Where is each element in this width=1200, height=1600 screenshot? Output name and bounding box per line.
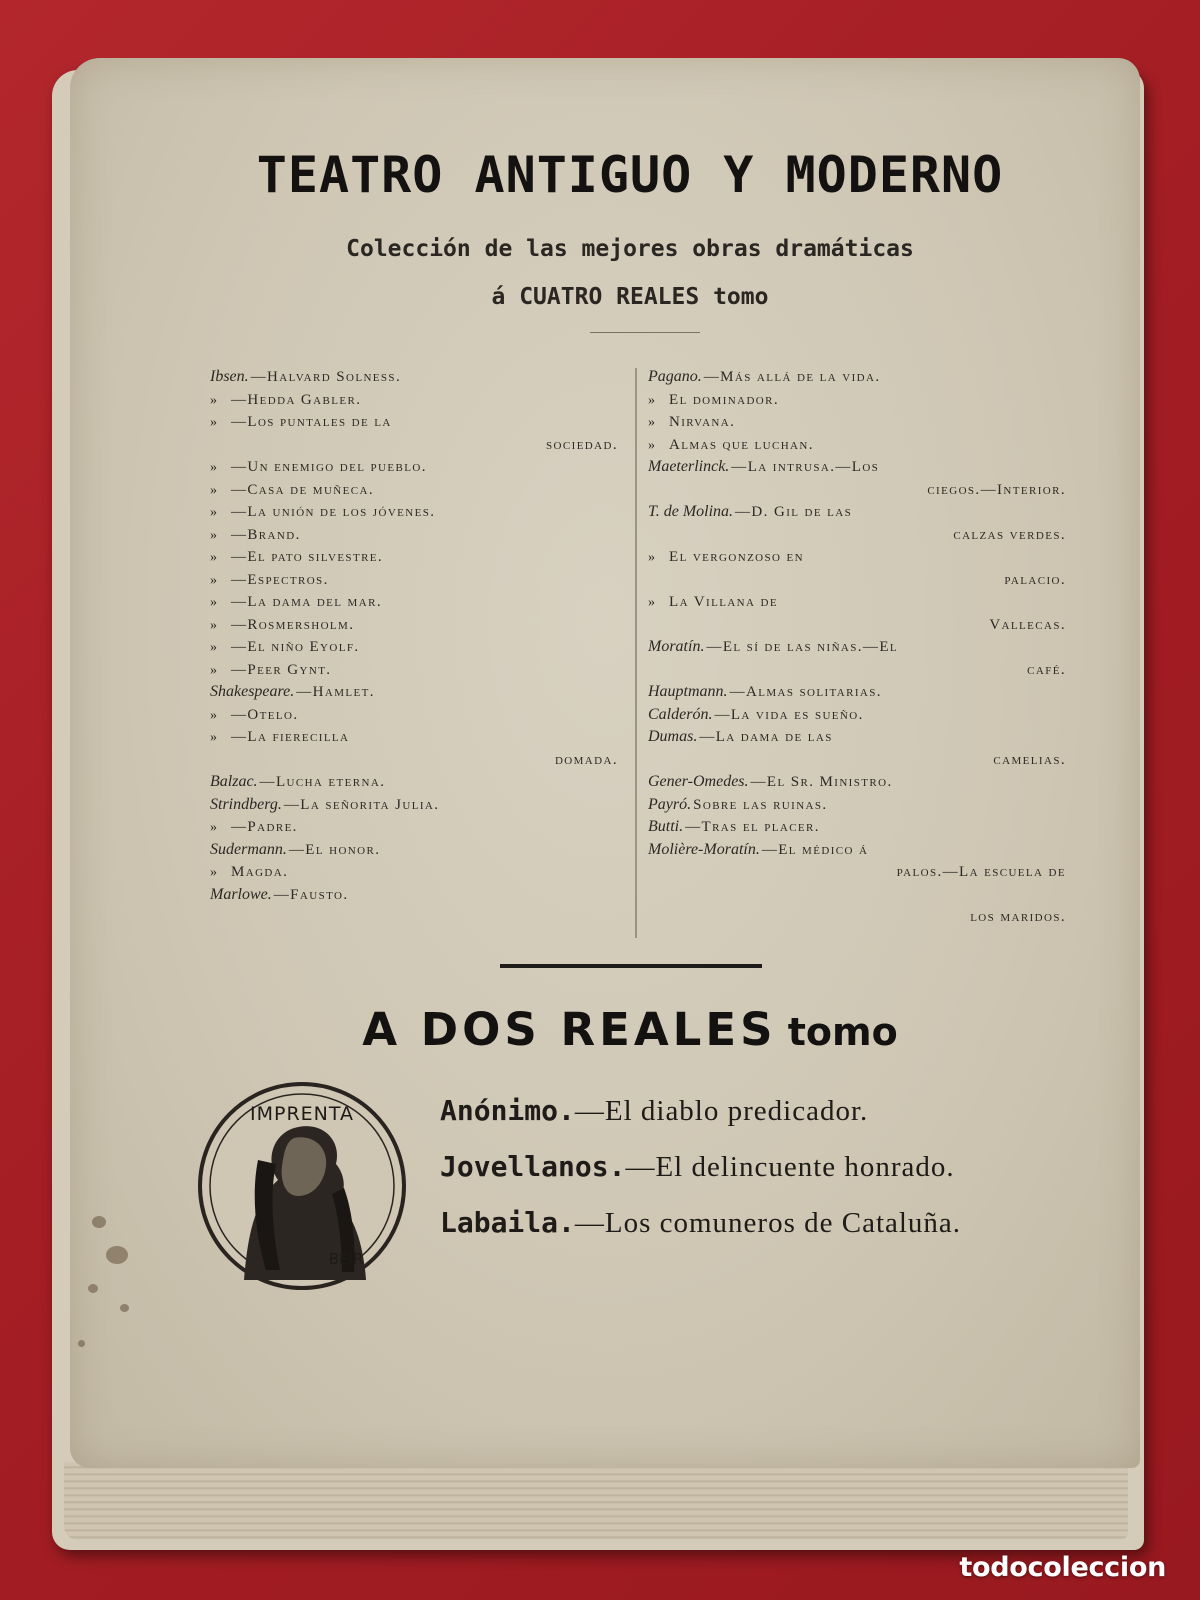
author-name: Gener-Omedes. <box>648 773 749 790</box>
work-title: —La intrusa.—Los <box>731 459 880 475</box>
stain <box>106 1246 128 1264</box>
author-name: Ibsen. <box>210 368 249 385</box>
work-title-continuation: Vallecas. <box>989 616 1066 633</box>
catalog-entry <box>210 636 630 659</box>
stain <box>88 1284 98 1293</box>
catalog-entry <box>210 861 630 884</box>
ditto-mark: » <box>210 640 217 655</box>
author-name: Pagano. <box>648 368 702 385</box>
work-title: —Lucha eterna. <box>259 774 386 790</box>
catalog-entry <box>648 636 1078 659</box>
catalog-entry <box>210 614 630 637</box>
price-line: á CUATRO REALES tomo <box>491 284 769 310</box>
catalog-entry <box>210 794 630 817</box>
catalog-entry <box>210 524 630 547</box>
ditto-mark: » <box>210 865 217 880</box>
catalog-entry <box>210 569 630 592</box>
work-title: —Padre. <box>231 819 298 835</box>
cheap-edition-entry <box>440 1206 1100 1262</box>
ditto-mark: » <box>648 415 655 430</box>
catalog-entry <box>648 726 1078 749</box>
work-title: —Fausto. <box>273 886 349 903</box>
author-name: Strindberg. <box>210 795 282 813</box>
ditto-mark: » <box>210 707 217 723</box>
catalog-entry <box>648 501 1078 524</box>
work-title: —El Sr. Ministro. <box>750 774 893 790</box>
work-title: —El diablo predicador. <box>574 1095 869 1127</box>
catalog-entry <box>648 591 1078 614</box>
catalog-entry <box>210 501 630 524</box>
ditto-mark: » <box>210 617 217 633</box>
author-name: Dumas. <box>648 728 698 745</box>
catalog-entry <box>648 366 1078 389</box>
back-cover <box>70 58 1140 1468</box>
work-title-continuation: palos.—La escuela de <box>896 864 1066 880</box>
catalog-entry <box>648 816 1078 839</box>
catalog-entry <box>210 726 630 749</box>
work-title-continuation: sociedad. <box>546 436 618 453</box>
author-name: Calderón. <box>648 705 713 723</box>
catalog-entry <box>648 839 1078 862</box>
cheap-edition-entry <box>440 1094 1100 1150</box>
work-title: —Tras el placer. <box>685 819 820 835</box>
work-title: —Rosmersholm. <box>231 616 355 633</box>
work-title: La Villana de <box>669 594 778 610</box>
work-title: —Un enemigo del pueblo. <box>231 459 427 475</box>
section-divider <box>500 964 762 968</box>
work-title: —Hamlet. <box>296 684 375 700</box>
work-title: —Los comuneros de Cataluña. <box>574 1207 962 1239</box>
ditto-mark: » <box>210 550 217 565</box>
author-name: Marlowe. <box>210 885 272 903</box>
ditto-mark: » <box>210 662 217 678</box>
ditto-mark: » <box>648 392 655 408</box>
author-name: Butti. <box>648 818 684 835</box>
author-name: T. de Molina. <box>648 503 734 520</box>
site-watermark: todocoleccion <box>959 1552 1166 1583</box>
work-title: —Brand. <box>231 526 301 543</box>
work-title-continuation: café. <box>1027 661 1066 678</box>
ditto-mark: » <box>210 595 217 610</box>
work-title-continuation: los maridos. <box>970 909 1066 925</box>
work-title: —Espectros. <box>231 571 329 588</box>
ditto-mark: » <box>210 415 217 430</box>
author-name: Maeterlinck. <box>648 458 730 475</box>
work-title-continuation: domada. <box>554 751 618 768</box>
author-name: Anónimo. <box>440 1094 575 1127</box>
work-title: Nirvana. <box>669 414 736 430</box>
work-title: —El médico á <box>761 841 869 858</box>
work-title: —El delincuente honrado. <box>625 1151 955 1183</box>
work-title: —El pato silvestre. <box>231 549 384 565</box>
author-name: Hauptmann. <box>648 683 728 700</box>
work-title: —Peer Gynt. <box>231 661 332 678</box>
catalog-entry <box>648 681 1078 704</box>
catalog-entry <box>210 659 630 682</box>
catalog-entry <box>210 366 630 389</box>
catalog-entry <box>210 546 630 569</box>
stain <box>78 1340 85 1347</box>
cheap-editions-list <box>440 1094 1100 1262</box>
work-title: —Halvard Solness. <box>250 369 402 385</box>
work-title: —El sí de las niñas.—El <box>706 639 899 655</box>
catalog-entry <box>648 411 1078 434</box>
work-title: —El niño Eyolf. <box>231 639 360 655</box>
catalog-entry <box>210 681 630 704</box>
author-name: Jovellanos. <box>440 1150 626 1183</box>
seal-upper-text: IMPRENTA <box>249 1103 355 1125</box>
catalog-column-left <box>210 366 630 906</box>
collection-subtitle: Colección de las mejores obras dramáticas <box>346 236 914 262</box>
work-title: —La dama de las <box>699 729 833 745</box>
work-title: —Hedda Gabler. <box>231 391 362 408</box>
work-title: —Casa de muñeca. <box>231 481 374 498</box>
catalog-entry <box>210 816 630 839</box>
work-title-continuation: ciegos.—Interior. <box>927 481 1066 498</box>
catalog-column-right <box>648 366 1078 929</box>
catalog-entry <box>648 704 1078 727</box>
ditto-mark: » <box>210 460 217 475</box>
cheap-edition-entry <box>440 1150 1100 1206</box>
catalog-entry <box>648 546 1078 569</box>
work-title: Almas que luchan. <box>669 436 814 453</box>
ditto-mark: » <box>210 820 217 835</box>
work-title: —Los puntales de la <box>231 414 392 430</box>
work-title: —La vida es sueño. <box>714 706 864 723</box>
catalog-entry <box>648 794 1078 817</box>
ditto-mark: » <box>210 730 217 745</box>
work-title: —La dama del mar. <box>231 594 382 610</box>
catalog-entry <box>648 884 1078 907</box>
ditto-mark: » <box>648 595 655 610</box>
ditto-mark: » <box>210 527 217 543</box>
work-title: —Más allá de la vida. <box>703 369 881 385</box>
work-title: El vergonzoso en <box>669 549 805 565</box>
catalog-entry <box>210 456 630 479</box>
work-title: El dominador. <box>669 391 780 408</box>
ditto-mark: » <box>210 572 217 588</box>
column-divider <box>635 368 637 938</box>
ditto-mark: » <box>210 505 217 520</box>
work-title: —D. Gil de las <box>735 504 853 520</box>
catalog-entry <box>648 389 1078 412</box>
printer-seal-icon <box>196 1080 408 1292</box>
ditto-mark: » <box>210 392 217 408</box>
work-title: Magda. <box>231 864 289 880</box>
catalog-entry <box>648 456 1078 479</box>
ditto-mark: » <box>210 482 217 498</box>
work-title-continuation: calzas verdes. <box>953 526 1066 543</box>
catalog-entry <box>210 479 630 502</box>
author-name: Labaila. <box>440 1206 575 1239</box>
catalog-entry <box>210 704 630 727</box>
collection-title: TEATRO ANTIGUO Y MODERNO <box>256 146 1004 204</box>
author-name: Shakespeare. <box>210 683 295 700</box>
page-edges <box>64 1462 1128 1540</box>
work-title: —La fierecilla <box>231 729 350 745</box>
catalog-entry <box>210 411 630 434</box>
catalog-entry <box>210 771 630 794</box>
divider-short <box>590 332 700 333</box>
stain <box>120 1304 129 1312</box>
author-name: Balzac. <box>210 773 258 790</box>
author-name: Sudermann. <box>210 840 287 858</box>
work-title: —La señorita Julia. <box>283 796 440 813</box>
ditto-mark: » <box>648 550 655 565</box>
author-name: Molière-Moratín. <box>648 840 760 858</box>
work-title: —La unión de los jóvenes. <box>231 504 436 520</box>
work-title: —Otelo. <box>231 706 299 723</box>
section-heading-tail: tomo <box>787 1010 898 1054</box>
work-title-continuation: palacio. <box>1004 571 1066 588</box>
author-name: Payró. <box>648 795 692 813</box>
section-heading <box>230 1003 1030 1056</box>
work-title: —El honor. <box>288 841 381 858</box>
section-heading-main: A DOS REALES <box>362 1003 777 1056</box>
stain <box>92 1216 106 1228</box>
catalog-entry <box>648 771 1078 794</box>
work-title: —Almas solitarias. <box>729 684 882 700</box>
catalog-entry <box>210 389 630 412</box>
catalog-entry <box>210 591 630 614</box>
author-name: Moratín. <box>648 638 705 655</box>
catalog-entry <box>210 884 630 907</box>
work-title: Sobre las ruinas. <box>693 796 828 813</box>
ditto-mark: » <box>648 437 655 453</box>
catalog-entry <box>210 839 630 862</box>
catalog-entry <box>648 434 1078 457</box>
seal-lower-text: BEIR <box>328 1250 364 1268</box>
work-title-continuation: camelias. <box>993 751 1066 768</box>
